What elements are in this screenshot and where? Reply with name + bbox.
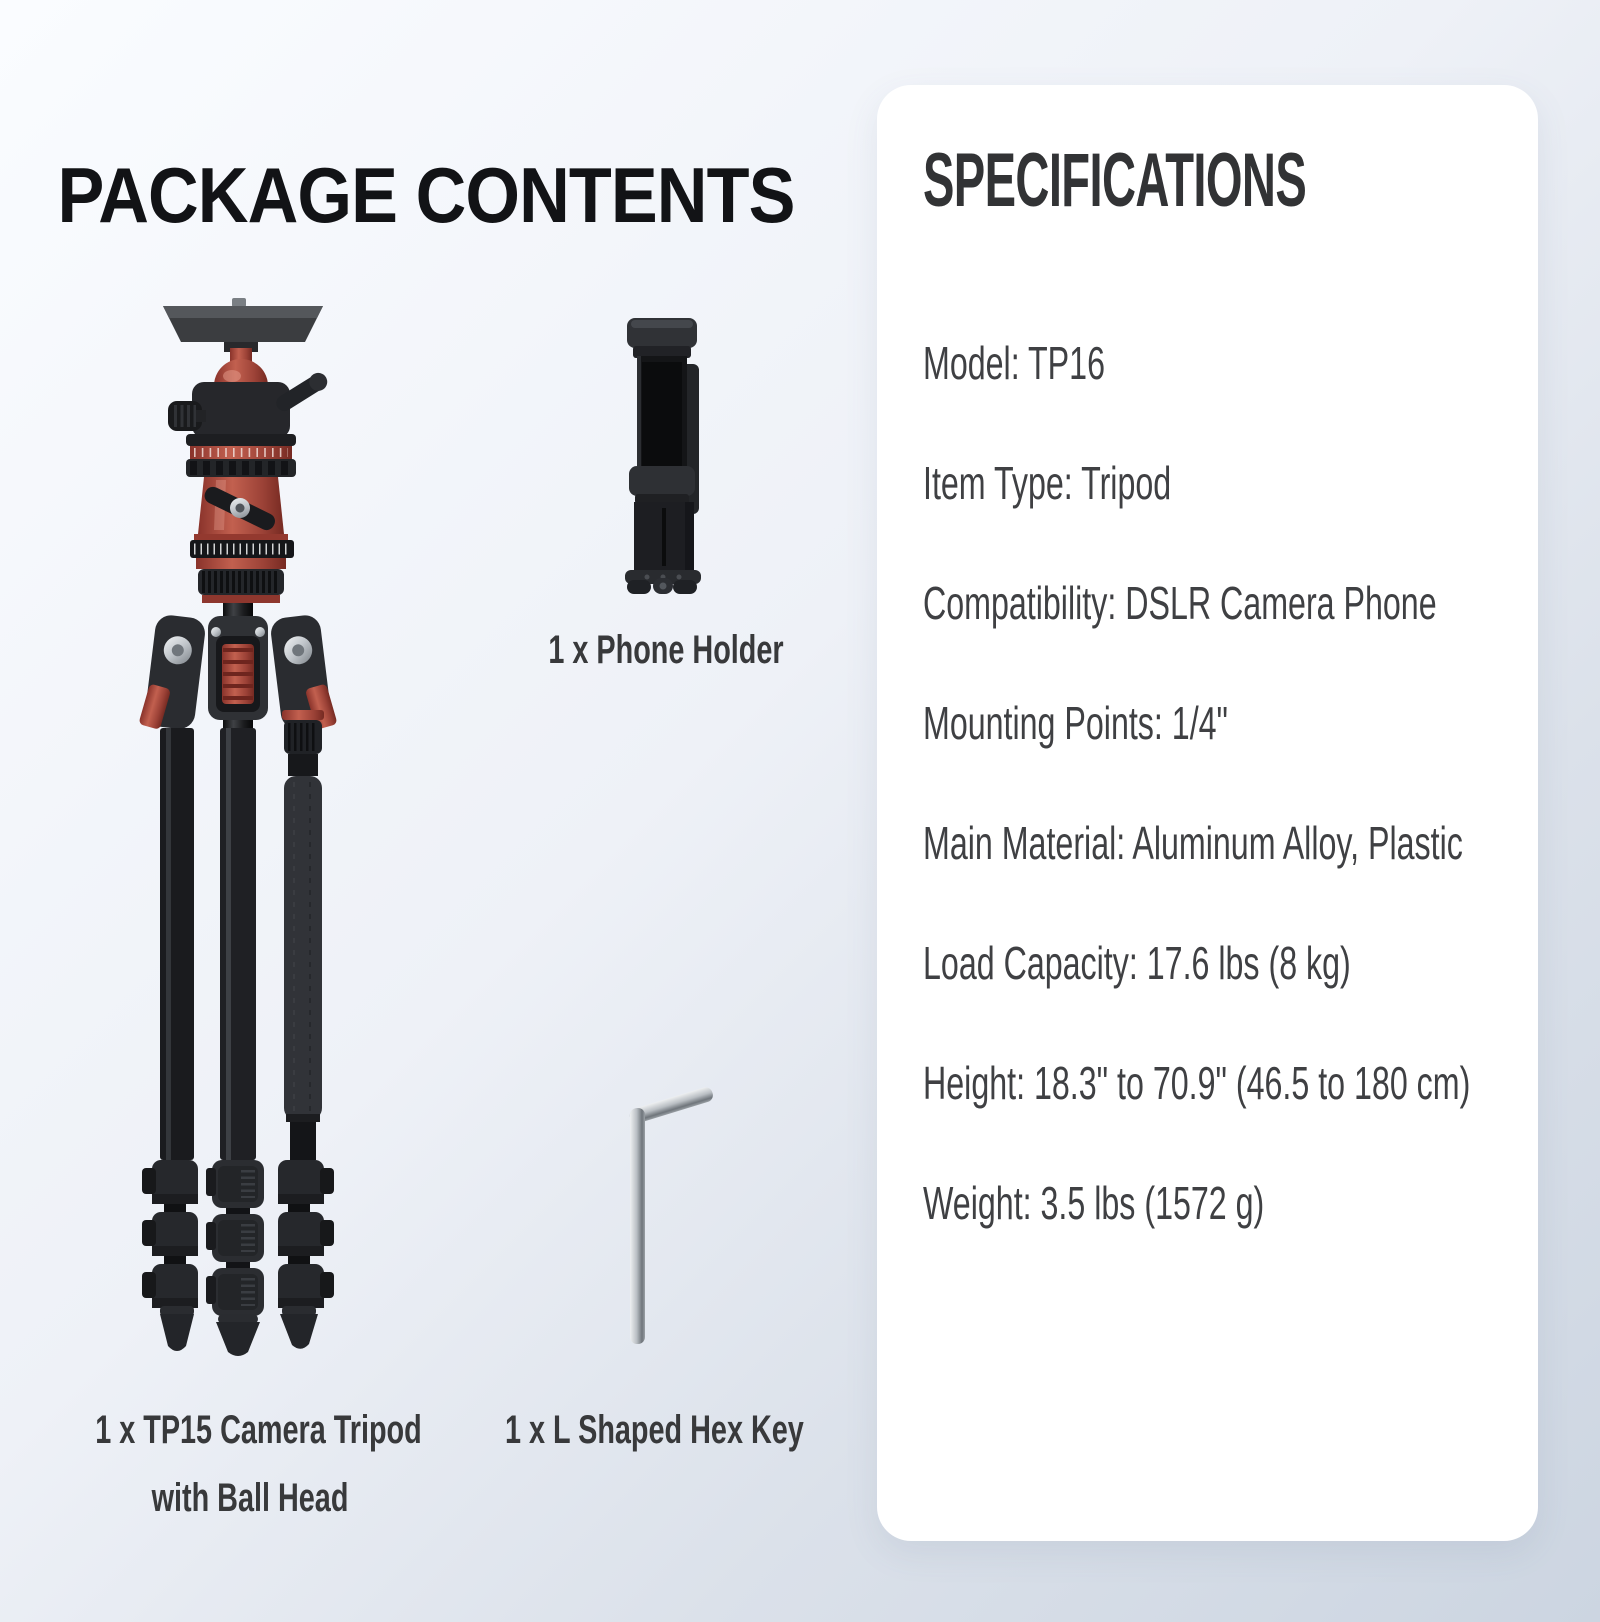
specifications-card: [877, 85, 1538, 1541]
tripod-legs: [142, 710, 334, 1356]
spec-text: Main Material: Aluminum Alloy, Plastic: [923, 817, 1463, 869]
tripod-item-label-line2: with Ball Head: [151, 1476, 349, 1520]
spec-row-height: [923, 1023, 1528, 1143]
specifications-list: [923, 303, 1528, 1263]
spec-row-load-capacity: [923, 903, 1528, 1023]
tripod-image: [136, 298, 340, 1360]
spec-row-mounting-points: [923, 663, 1528, 783]
spec-text: Load Capacity: 17.6 lbs (8 kg): [923, 937, 1351, 989]
tripod-item-label-line1: 1 x TP15 Camera Tripod: [95, 1408, 422, 1452]
spec-row-model: [923, 303, 1528, 423]
spec-row-weight: [923, 1143, 1528, 1263]
tripod-illustration: [136, 298, 340, 1360]
spec-text: Weight: 3.5 lbs (1572 g): [923, 1177, 1265, 1229]
specifications-title: SPECIFICATIONS: [923, 138, 1307, 223]
spec-row-item-type: [923, 423, 1528, 543]
spec-text: Mounting Points: 1/4": [923, 697, 1228, 749]
phone-holder-illustration: [621, 314, 709, 596]
hex-key-illustration: [608, 1050, 718, 1350]
spec-text: Item Type: Tripod: [923, 457, 1172, 509]
spec-row-main-material: [923, 783, 1528, 903]
spec-row-compatibility: [923, 543, 1528, 663]
hex-key-item-label: 1 x L Shaped Hex Key: [505, 1408, 804, 1452]
center-column-hub: [190, 477, 294, 619]
package-contents-title: PACKAGE CONTENTS: [57, 151, 795, 239]
ball-head: [163, 298, 331, 477]
spec-text: Height: 18.3" to 70.9" (46.5 to 180 cm): [923, 1057, 1471, 1109]
spec-text: Compatibility: DSLR Camera Phone: [923, 577, 1437, 629]
hex-key-image: [608, 1050, 718, 1350]
spec-text: Model: TP16: [923, 337, 1105, 389]
phone-holder-image: [621, 314, 709, 596]
tripod-item-label: [95, 1396, 422, 1532]
phone-holder-item-label: 1 x Phone Holder: [548, 628, 784, 672]
